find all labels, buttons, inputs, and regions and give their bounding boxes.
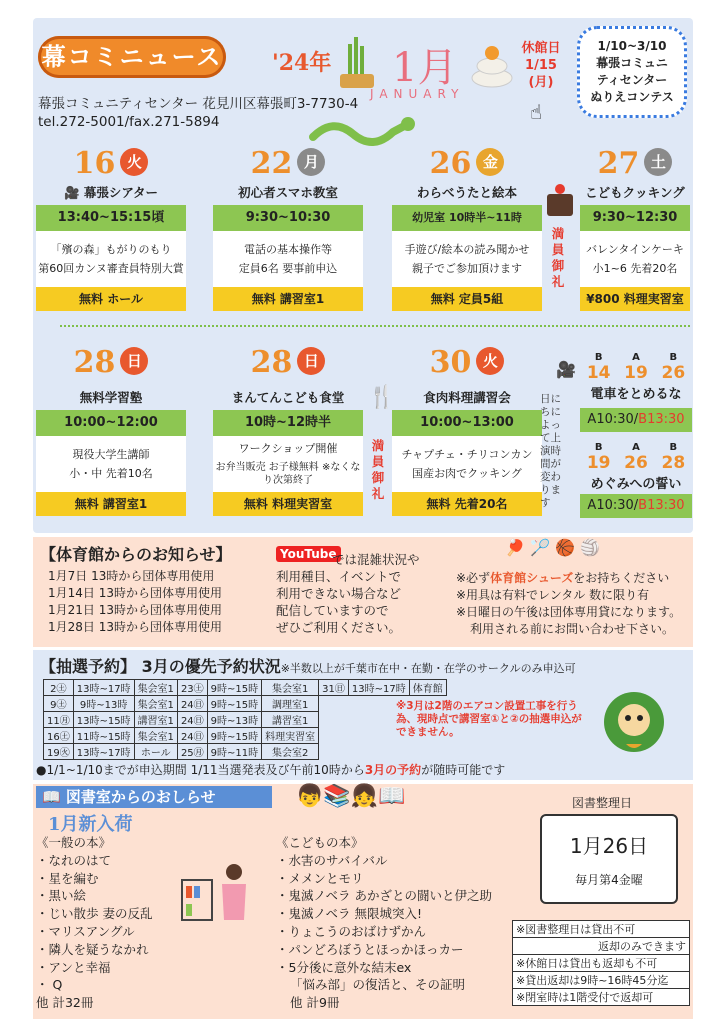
event-footer: 無料 料理実習室 [213, 492, 363, 516]
event-body: 「殯の森」もがりのもり 第60回カンヌ審査員特別大賞 [36, 231, 186, 287]
lottery-cell: 9時~15時 [207, 696, 261, 712]
lottery-cell: 9時~15時 [207, 680, 261, 696]
event-dow: 月 [297, 148, 325, 176]
book-icon: 📖 [42, 788, 61, 806]
event-time: 10時~12時半 [213, 410, 363, 436]
book-item: ・ Q [36, 977, 63, 993]
lottery-cell: 講習室1 [134, 712, 177, 728]
event-dow: 金 [476, 148, 504, 176]
lottery-cell: 集会室1 [134, 680, 177, 696]
lottery-footer: ●1/1~1/10までが申込期間 1/11当選発表及び午前10時から3月の予約が随時可能です [36, 763, 506, 777]
lottery-cell: 料理実習室 [262, 728, 319, 744]
event-footer: 無料 講習室1 [36, 492, 186, 516]
lottery-cell: 13時~15時 [73, 712, 134, 728]
lottery-cell: 24㊐ [177, 712, 207, 728]
aircon-note: ※3月は2階のエアコン設置工事を行う為、現時点で講習室①と②の抽選申込ができません。 [396, 700, 582, 738]
lottery-row [44, 712, 447, 728]
phone: tel.272-5001/fax.271-5894 [38, 114, 220, 130]
library-title-bar: 📖 図書室からのおしらせ [36, 786, 272, 808]
event-cooking [580, 146, 690, 311]
film-title: 電車をとめるな [590, 387, 682, 402]
gym-dates: 1月7日 13時から団体専用使用 1月14日 13時から団体専用使用 1月21日 13時から団体専用使用 1月28日 13時から団体専用使用 [48, 569, 222, 634]
lottery-cell: 24㊐ [177, 696, 207, 712]
basketball-icon: 🏀 [555, 538, 575, 557]
book-item: 他 計9冊 [290, 995, 340, 1011]
event-footer: 無料 定員5組 [392, 287, 542, 311]
lottery-cell: 11時~15時 [73, 728, 134, 744]
book-item: ・アンと幸福 [36, 959, 111, 975]
lottery-row [44, 696, 447, 712]
film-time: A10:30/B13:30 [580, 408, 692, 432]
daruma-dragon-icon [598, 682, 670, 754]
lottery-cell: 体育館 [409, 680, 446, 696]
gym-title: 【体育館からのお知らせ】 [40, 545, 232, 564]
event-dow: 日 [297, 347, 325, 375]
lottery-cell [348, 744, 409, 760]
schedule-note: 日にちによって上演時間が変わります [540, 393, 561, 509]
event-time: 13:40~15:15頃 [36, 205, 186, 231]
arrange-heading: 図書整理日 [572, 796, 633, 810]
event-time: 10:00~13:00 [392, 410, 542, 436]
screening-a: B A B 14 19 26 電車をとめるな A10:30/B13:30 [580, 352, 692, 432]
book-item: 「悩み部」の復活と、その証明 [290, 977, 466, 993]
kids-books [276, 834, 516, 1012]
event-body: チャプチェ・チリコンカン 国産お肉でクッキング [392, 436, 542, 492]
lottery-cell: 25㊊ [177, 744, 207, 760]
general-books [36, 834, 152, 1012]
event-time: 9:30~10:30 [213, 205, 363, 231]
film-time: A10:30/B13:30 [580, 494, 692, 518]
cake-icon [544, 180, 576, 220]
event-footer: 無料 講習室1 [213, 287, 363, 311]
event-day: 28 [250, 345, 293, 380]
lottery-cell [319, 744, 349, 760]
lottery-row [44, 744, 447, 760]
lottery-cell: 23㊏ [177, 680, 207, 696]
lottery-cell: 16㊏ [44, 728, 74, 744]
event-theater [36, 146, 186, 311]
lottery-cell: 13時~17時 [73, 680, 134, 696]
lottery-cell: 講習室1 [262, 712, 319, 728]
lottery-row [44, 728, 447, 744]
event-title: 🎥 幕張シアター [63, 185, 159, 200]
youtube-logo: YouTube [276, 546, 341, 562]
lottery-cell [319, 712, 349, 728]
lottery-cell: 調理室1 [262, 696, 319, 712]
gym-notes: ※必ず体育館シューズをお持ちください ※用具は有料でレンタル 数に限り有 ※日曜日の午後は団体専用貸になります。 利用される前にお問い合わせ下さい。 [456, 571, 682, 636]
event-dow: 土 [644, 148, 672, 176]
event-day: 30 [429, 345, 472, 380]
book-item: ・パンどろぼうとほっかほっカー [276, 941, 464, 957]
month-english: JANUARY [370, 87, 465, 101]
event-body: 電話の基本操作等 定員6名 要事前申込 [213, 231, 363, 287]
projector-icon: 🎥 [556, 360, 576, 379]
event-body: 現役大学生講師 小・中 先着10名 [36, 436, 186, 492]
book-item: ・マリスアングル [36, 923, 135, 939]
book-item: ・黒い絵 [36, 888, 87, 904]
event-meat-cooking [392, 345, 542, 516]
book-item: ・りょこうのおばけずかん [276, 923, 427, 939]
lottery-cell: 集会室2 [262, 744, 319, 760]
lottery-cell [319, 728, 349, 744]
event-day: 26 [429, 146, 472, 181]
book-item: ・星を編む [36, 870, 99, 886]
event-footer: ¥800 料理実習室 [580, 287, 690, 311]
lottery-cell: 2㊏ [44, 680, 74, 696]
lottery-cell: ホール [134, 744, 177, 760]
lottery-header: 【抽選予約】 3月の優先予約状況※半数以上が千葉市在中・在勤・在学のサークルのみ申込可 [40, 657, 576, 676]
fork-knife-icon: 🍴 [368, 385, 396, 410]
event-day: 22 [250, 146, 293, 181]
pointing-hand-icon: ☝ [530, 100, 543, 124]
book-item: ・隣人を疑うなかれ [36, 941, 149, 957]
event-footer: 無料 先着20名 [392, 492, 542, 516]
event-dow: 火 [120, 148, 148, 176]
volleyball-icon: 🏐 [580, 538, 600, 557]
book-item: ・5分後に意外な結末ex [276, 959, 412, 975]
year-label: '24年 [272, 50, 332, 76]
lottery-cell: 24㊐ [177, 728, 207, 744]
lottery-cell [409, 744, 446, 760]
lottery-cell: 19㊋ [44, 744, 74, 760]
newsletter-logo: 幕コミニュース [38, 36, 226, 78]
lottery-row [44, 680, 447, 696]
month-title: 1月 [392, 45, 458, 91]
book-item: ・メメンとモリ [276, 870, 364, 886]
kadomatsu-icon [328, 32, 388, 92]
youtube-text: では混雑状況や 利用種目、イベントで 利用できない場合など 配信していますので ぜひご利用ください。 [276, 552, 420, 635]
event-day: 16 [73, 146, 116, 181]
lottery-cell: 集会室1 [134, 696, 177, 712]
event-smartphone [213, 146, 363, 311]
event-title: わらべうたと絵本 [416, 185, 517, 200]
general-heading: 《一般の本》 [36, 835, 112, 850]
event-time: 10:00~12:00 [36, 410, 186, 436]
lottery-cell: 9時~13時 [73, 696, 134, 712]
book-item: ・なれのはて [36, 852, 112, 868]
film-title: めぐみへの誓い [590, 477, 682, 492]
new-arrivals: 1月新入荷 [48, 814, 133, 835]
arrange-day-box: 1月26日 毎月第4金曜 [540, 814, 678, 904]
badminton-icon: 🏸 [530, 538, 550, 557]
book-item: 他 計32冊 [36, 995, 94, 1011]
ping-pong-icon: 🏓 [505, 538, 525, 557]
closed-day: 休館日 1/15 (月) [521, 41, 561, 90]
event-study [36, 345, 186, 516]
event-dow: 日 [120, 347, 148, 375]
event-dow: 火 [476, 347, 504, 375]
sold-out-label: 満員御礼 [551, 226, 565, 289]
book-item: ・鬼滅ノベラ 無限城突入! [276, 906, 422, 922]
event-body: ワークショップ開催 お弁当販売 お子様無料 ※なくなり次第終了 [213, 436, 363, 492]
event-time: 9:30~12:30 [580, 205, 690, 231]
event-day: 28 [73, 345, 116, 380]
lottery-cell: 31㊐ [319, 680, 349, 696]
screening-b: B A B 19 26 28 めぐみへの誓い A10:30/B13:30 [580, 442, 692, 518]
lottery-cell: 9㊏ [44, 696, 74, 712]
library-notes: ※図書整理日は貸出不可 返却のみできます ※休館日は貸出も返却も不可 ※貸出返却は9時~16時45分迄 ※閉室時は1階受付で返却可 [512, 920, 690, 1006]
sports-icons [505, 538, 600, 557]
librarian-cart-icon [178, 858, 254, 938]
coloring-contest: 1/10~3/10 幕張コミュニ ティセンター ぬりえコンテス [577, 26, 687, 118]
event-footer: 無料 ホール [36, 287, 186, 311]
event-title: 無料学習塾 [79, 390, 143, 405]
kagamimochi-icon [468, 38, 516, 90]
lottery-cell [319, 696, 349, 712]
book-item: ・じい散歩 妻の反乱 [36, 906, 153, 922]
book-item: ・鬼滅ノベラ あかざとの闘いと伊之助 [276, 888, 492, 904]
lottery-cell: 13時~17時 [348, 680, 409, 696]
lottery-cell: 13時~17時 [73, 744, 134, 760]
event-body: 手遊び/絵本の読み聞かせ 親子でご参加頂けます [392, 231, 542, 287]
reading-kids-icon: 👦📚👧📖 [296, 784, 406, 809]
lottery-cell: 集会室1 [134, 728, 177, 744]
film-camera-icon: 🎥 [63, 185, 80, 200]
lottery-cell: 9時~15時 [207, 728, 261, 744]
event-day: 27 [597, 146, 640, 181]
kids-heading: 《こどもの本》 [276, 835, 364, 850]
lottery-cell: 9時~13時 [207, 712, 261, 728]
event-body: バレンタインケーキ 小1~6 先着20名 [580, 231, 690, 287]
event-title: こどもクッキング [585, 185, 685, 200]
event-title: 食肉料理講習会 [423, 390, 511, 405]
address: 幕張コミュニティセンター 花見川区幕張町3-7730-4 [38, 96, 359, 112]
sold-out-label: 満員御礼 [371, 438, 385, 501]
lottery-cell: 集会室1 [262, 680, 319, 696]
decorative-garland [60, 325, 690, 339]
event-time: 幼児室 10時半~11時 [392, 205, 542, 231]
event-warabeuta [392, 146, 542, 311]
event-kids-cafeteria [213, 345, 363, 516]
lottery-table [43, 679, 447, 760]
lottery-cell: 9時~11時 [207, 744, 261, 760]
lottery-cell: 11㊊ [44, 712, 74, 728]
book-item: ・水害のサバイバル [276, 852, 388, 868]
event-title: まんてんこども食堂 [231, 390, 345, 405]
event-title: 初心者スマホ教室 [238, 185, 338, 200]
